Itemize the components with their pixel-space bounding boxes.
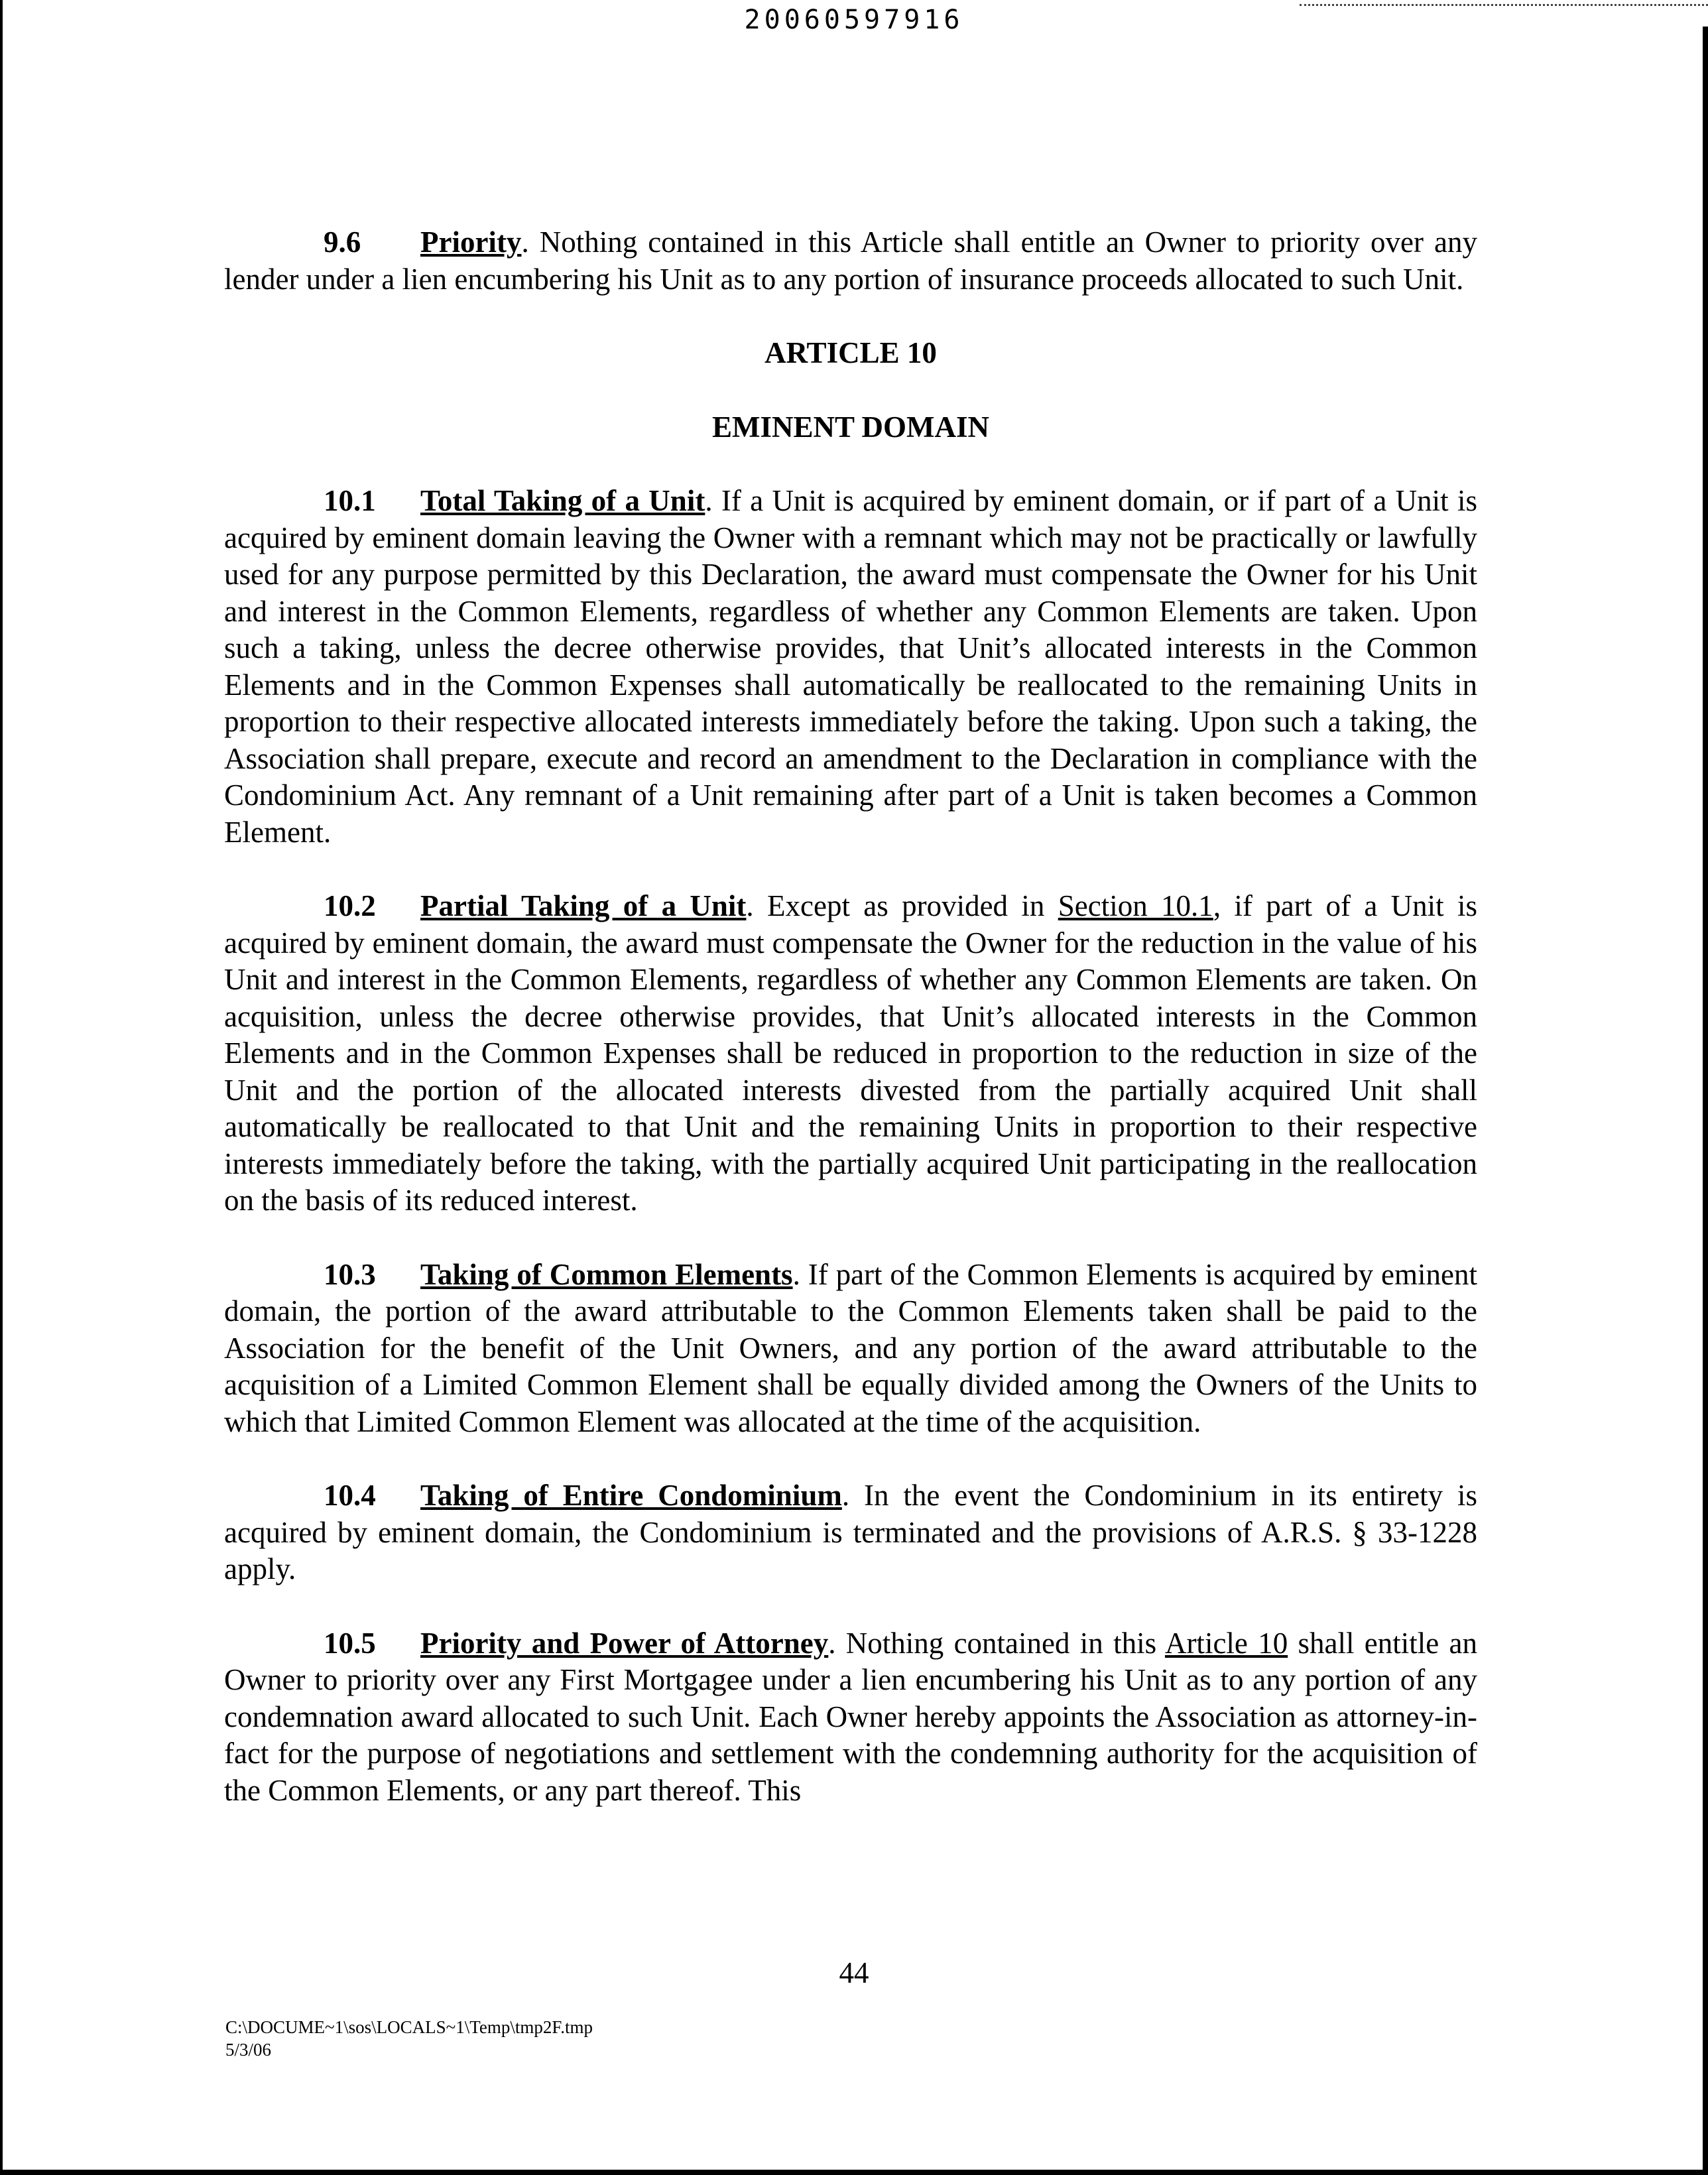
section-10-4	[224, 1477, 1477, 1588]
section-10-3	[224, 1257, 1477, 1441]
document-number: 20060597916	[744, 5, 964, 35]
section-text: . Except as provided in	[746, 889, 1058, 922]
document-body	[224, 224, 1477, 1846]
section-text: . Nothing contained in this Article shall entitle an Owner to priority over any lender under a lien encumbering his Unit as to any portion of insurance proceeds allocated to such Unit.	[224, 225, 1477, 296]
section-text: . If a Unit is acquired by eminent domain, or if part of a Unit is acquired by eminent domain leaving the Owner with a remnant which may not be practically or lawfully used for any purpose permitted by this Declaration, the award must compensate the Owner for his Unit and interest in the Common Elements, regardless of whether any Common Elements are taken. Upon such a taking, unless the decree otherwise provides, that Unit’s allocated interests in the Common Elements and in the Common Expenses shall automatically be reallocated to the remaining Units in proportion to their respective allocated interests immediately before the taking. Upon such a taking, the Association shall prepare, execute and record an amendment to the Declaration in compliance with the Condominium Act. Any remnant of a Unit remaining after part of a Unit is taken becomes a Common Element.	[224, 484, 1477, 849]
section-9-6	[224, 224, 1477, 298]
section-number: 10.3	[324, 1257, 376, 1291]
article-number: ARTICLE 10	[764, 336, 937, 369]
section-text: . Nothing contained in this	[828, 1626, 1165, 1660]
cross-reference: Article 10	[1164, 1626, 1288, 1660]
section-text: shall entitle an Owner to priority over any First Mortgagee under a lien encumbering his Unit as to any portion of any condemnation award allocated to such Unit. Each Owner hereby appoints the Association as attorney-in-fact for the purpose of negotiations and settlement with the condemning authority for the acquisition of the Common Elements, or any part thereof. This	[224, 1626, 1478, 1807]
footer-date: 5/3/06	[225, 2040, 272, 2060]
scan-border-bottom	[0, 2170, 1708, 2175]
footer	[225, 2016, 593, 2061]
section-number: 10.4	[324, 1479, 376, 1512]
section-text: , if part of a Unit is acquired by eminent domain, the award must compensate the Owner for the reduction in the value of his Unit and interest in the Common Elements, regardless of whether any Common Elements are taken. On acquisition, unless the decree otherwise provides, that Unit’s allocated interests in the Common Elements and in the Common Expenses shall be reduced in proportion to the reduction in size of the Unit and the portion of the allocated interests divested from the partially acquired Unit shall automatically be reallocated to that Unit and the remaining Units in proportion to their respective interests immediately before the taking, with the partially acquired Unit participating in the reallocation on the basis of its reduced interest.	[224, 889, 1477, 1217]
section-number: 10.2	[324, 889, 376, 922]
section-10-2	[224, 888, 1477, 1219]
cross-reference: Section 10.1	[1058, 889, 1213, 922]
section-number: 10.5	[324, 1626, 376, 1660]
footer-file-path: C:\DOCUME~1\sos\LOCALS~1\Temp\tmp2F.tmp	[225, 2017, 593, 2037]
section-heading: Priority	[420, 225, 522, 259]
page-number: 44	[839, 1956, 869, 1989]
section-heading: Taking of Entire Condominium	[420, 1479, 842, 1512]
section-number: 9.6	[324, 225, 361, 259]
section-number: 10.1	[324, 484, 376, 517]
section-heading: Total Taking of a Unit	[420, 484, 705, 517]
section-heading: Priority and Power of Attorney	[420, 1626, 829, 1660]
section-text: . In the event the Condominium in its entirety is acquired by eminent domain, the Condominium is terminated and the provisions of A.R.S. § 33-1228 apply.	[224, 1479, 1477, 1585]
article-title: EMINENT DOMAIN	[712, 410, 989, 444]
section-10-1	[224, 483, 1477, 851]
scan-border-left	[0, 0, 3, 2175]
section-10-5	[224, 1625, 1477, 1810]
section-text: . If part of the Common Elements is acquired by eminent domain, the portion of the award attributable to the Common Elements taken shall be paid to the Association for the benefit of the Unit Owners, and any portion of the award attributable to the acquisition of a Limited Common Element shall be equally divided among the Owners of the Units to which that Limited Common Element was allocated at the time of the acquisition.	[224, 1257, 1477, 1438]
section-heading: Partial Taking of a Unit	[420, 889, 747, 922]
scan-border-right	[1703, 27, 1708, 2175]
section-heading: Taking of Common Elements	[420, 1257, 793, 1291]
